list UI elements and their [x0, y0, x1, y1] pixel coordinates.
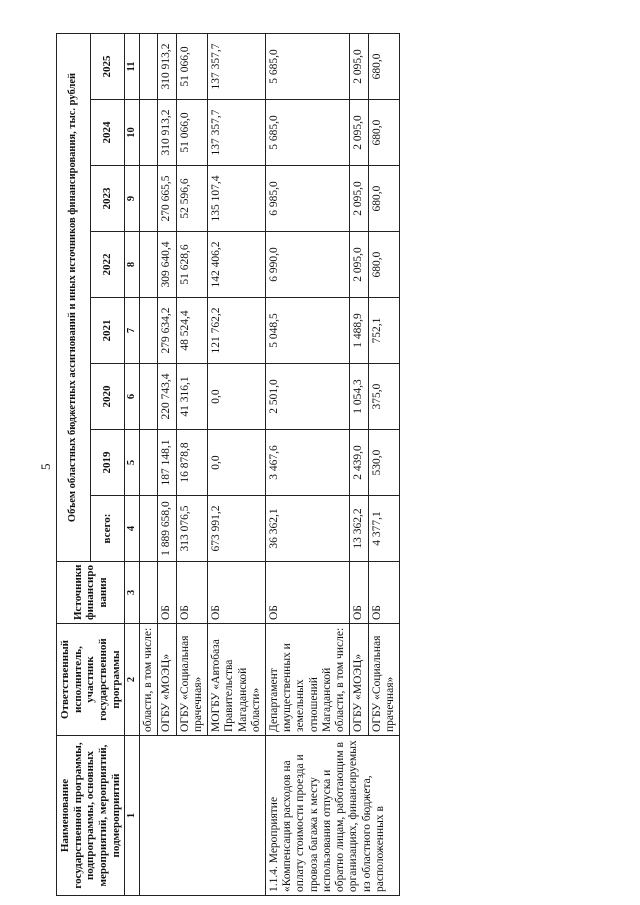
value-cell: 310 913,2 [158, 100, 176, 166]
source-cell: ОБ [266, 562, 350, 624]
header-name: Наименование государственной программы, подпрограммы, основных мероприятий, мероприятий, подмероприятий [57, 736, 125, 896]
value-cell: 2 095,0 [350, 33, 368, 99]
table-row [266, 33, 350, 895]
header-year: 2021 [90, 298, 125, 364]
value-cell: 51 066,0 [176, 33, 207, 99]
value-cell: 187 148,1 [158, 430, 176, 496]
responsible-cell: ОГБУ «Социальная прачечная» [368, 624, 399, 736]
value-cell: 1 488,9 [350, 298, 368, 364]
value-cell: 5 685,0 [266, 100, 350, 166]
value-cell: 137 357,7 [208, 33, 266, 99]
header-source: Источники финансиро вания [57, 562, 125, 624]
funding-table [56, 33, 400, 896]
value-cell: 375,0 [368, 364, 399, 430]
value-cell [140, 364, 158, 430]
header-row-1 [57, 33, 91, 895]
rotated-table-wrapper [56, 36, 591, 896]
value-cell [140, 496, 158, 562]
page-number: 5 [38, 463, 53, 470]
value-cell: 2 095,0 [350, 166, 368, 232]
source-cell: ОБ [158, 562, 176, 624]
value-cell: 2 095,0 [350, 100, 368, 166]
value-cell: 48 524,4 [176, 298, 207, 364]
value-cell: 752,1 [368, 298, 399, 364]
value-cell: 137 357,7 [208, 100, 266, 166]
value-cell: 1 054,3 [350, 364, 368, 430]
value-cell: 16 878,8 [176, 430, 207, 496]
responsible-cell: ОГБУ «МОЭЦ» [350, 624, 368, 736]
value-cell: 36 362,1 [266, 496, 350, 562]
value-cell: 51 066,0 [176, 100, 207, 166]
index-cell: 5 [125, 430, 140, 496]
value-cell: 52 596,6 [176, 166, 207, 232]
value-cell: 2 095,0 [350, 232, 368, 298]
value-cell: 41 316,1 [176, 364, 207, 430]
value-cell: 2 439,0 [350, 430, 368, 496]
value-cell: 142 406,2 [208, 232, 266, 298]
value-cell [140, 298, 158, 364]
value-cell: 13 362,2 [350, 496, 368, 562]
value-cell: 313 076,5 [176, 496, 207, 562]
value-cell [140, 33, 158, 99]
source-cell: ОБ [208, 562, 266, 624]
value-cell: 220 743,4 [158, 364, 176, 430]
value-cell: 309 640,4 [158, 232, 176, 298]
index-cell: 9 [125, 166, 140, 232]
header-volume: Объем областных бюджетных ассигнований и иных источников финансирования, тыс. рублей [57, 33, 91, 561]
responsible-cell: Департамент имущественных и земельных отношений Магаданской области, в том числе: [266, 624, 350, 736]
table-row [140, 33, 158, 895]
source-cell [140, 562, 158, 624]
index-cell: 3 [125, 562, 140, 624]
responsible-cell: ОГБУ «МОЭЦ» [158, 624, 176, 736]
header-year: 2019 [90, 430, 125, 496]
header-year: 2024 [90, 100, 125, 166]
header-total: всего: [90, 496, 125, 562]
header-year: 2023 [90, 166, 125, 232]
value-cell: 270 665,5 [158, 166, 176, 232]
value-cell: 1 889 658,0 [158, 496, 176, 562]
source-cell: ОБ [176, 562, 207, 624]
value-cell: 680,0 [368, 33, 399, 99]
index-cell: 7 [125, 298, 140, 364]
responsible-cell: ОГБУ «Социальная прачечная» [176, 624, 207, 736]
value-cell: 5 685,0 [266, 33, 350, 99]
index-cell: 11 [125, 33, 140, 99]
source-cell: ОБ [368, 562, 399, 624]
index-cell: 6 [125, 364, 140, 430]
program-name-cell [140, 736, 266, 896]
responsible-cell: МОГБУ «Автобаза Правительства Магаданской области» [208, 624, 266, 736]
header-year: 2022 [90, 232, 125, 298]
responsible-cell: области, в том числе: [140, 624, 158, 736]
value-cell: 135 107,4 [208, 166, 266, 232]
value-cell [140, 232, 158, 298]
value-cell: 0,0 [208, 364, 266, 430]
index-row [125, 33, 140, 895]
value-cell: 680,0 [368, 100, 399, 166]
value-cell: 6 985,0 [266, 166, 350, 232]
value-cell: 3 467,6 [266, 430, 350, 496]
value-cell [140, 100, 158, 166]
value-cell: 680,0 [368, 232, 399, 298]
program-name-cell: 1.1.4. Мероприятие «Компенсация расходов на оплату стоимости проезда и провоза багажа к месту использования отпуска и обратно лицам, работающим в организациях, финансируемых из областного бюджета, расположенных в [266, 736, 400, 896]
index-cell: 10 [125, 100, 140, 166]
value-cell: 0,0 [208, 430, 266, 496]
value-cell: 4 377,1 [368, 496, 399, 562]
index-cell: 8 [125, 232, 140, 298]
value-cell: 121 762,2 [208, 298, 266, 364]
value-cell: 6 990,0 [266, 232, 350, 298]
value-cell [140, 430, 158, 496]
header-year: 2020 [90, 364, 125, 430]
value-cell: 673 991,2 [208, 496, 266, 562]
header-year: 2025 [90, 33, 125, 99]
value-cell [140, 166, 158, 232]
header-responsible: Ответственный исполнитель, участник государственной программы [57, 624, 125, 736]
value-cell: 279 634,2 [158, 298, 176, 364]
value-cell: 51 628,6 [176, 232, 207, 298]
source-cell: ОБ [350, 562, 368, 624]
value-cell: 5 048,5 [266, 298, 350, 364]
index-cell: 4 [125, 496, 140, 562]
index-cell: 1 [125, 736, 140, 896]
value-cell: 310 913,2 [158, 33, 176, 99]
value-cell: 530,0 [368, 430, 399, 496]
index-cell: 2 [125, 624, 140, 736]
value-cell: 680,0 [368, 166, 399, 232]
value-cell: 2 501,0 [266, 364, 350, 430]
